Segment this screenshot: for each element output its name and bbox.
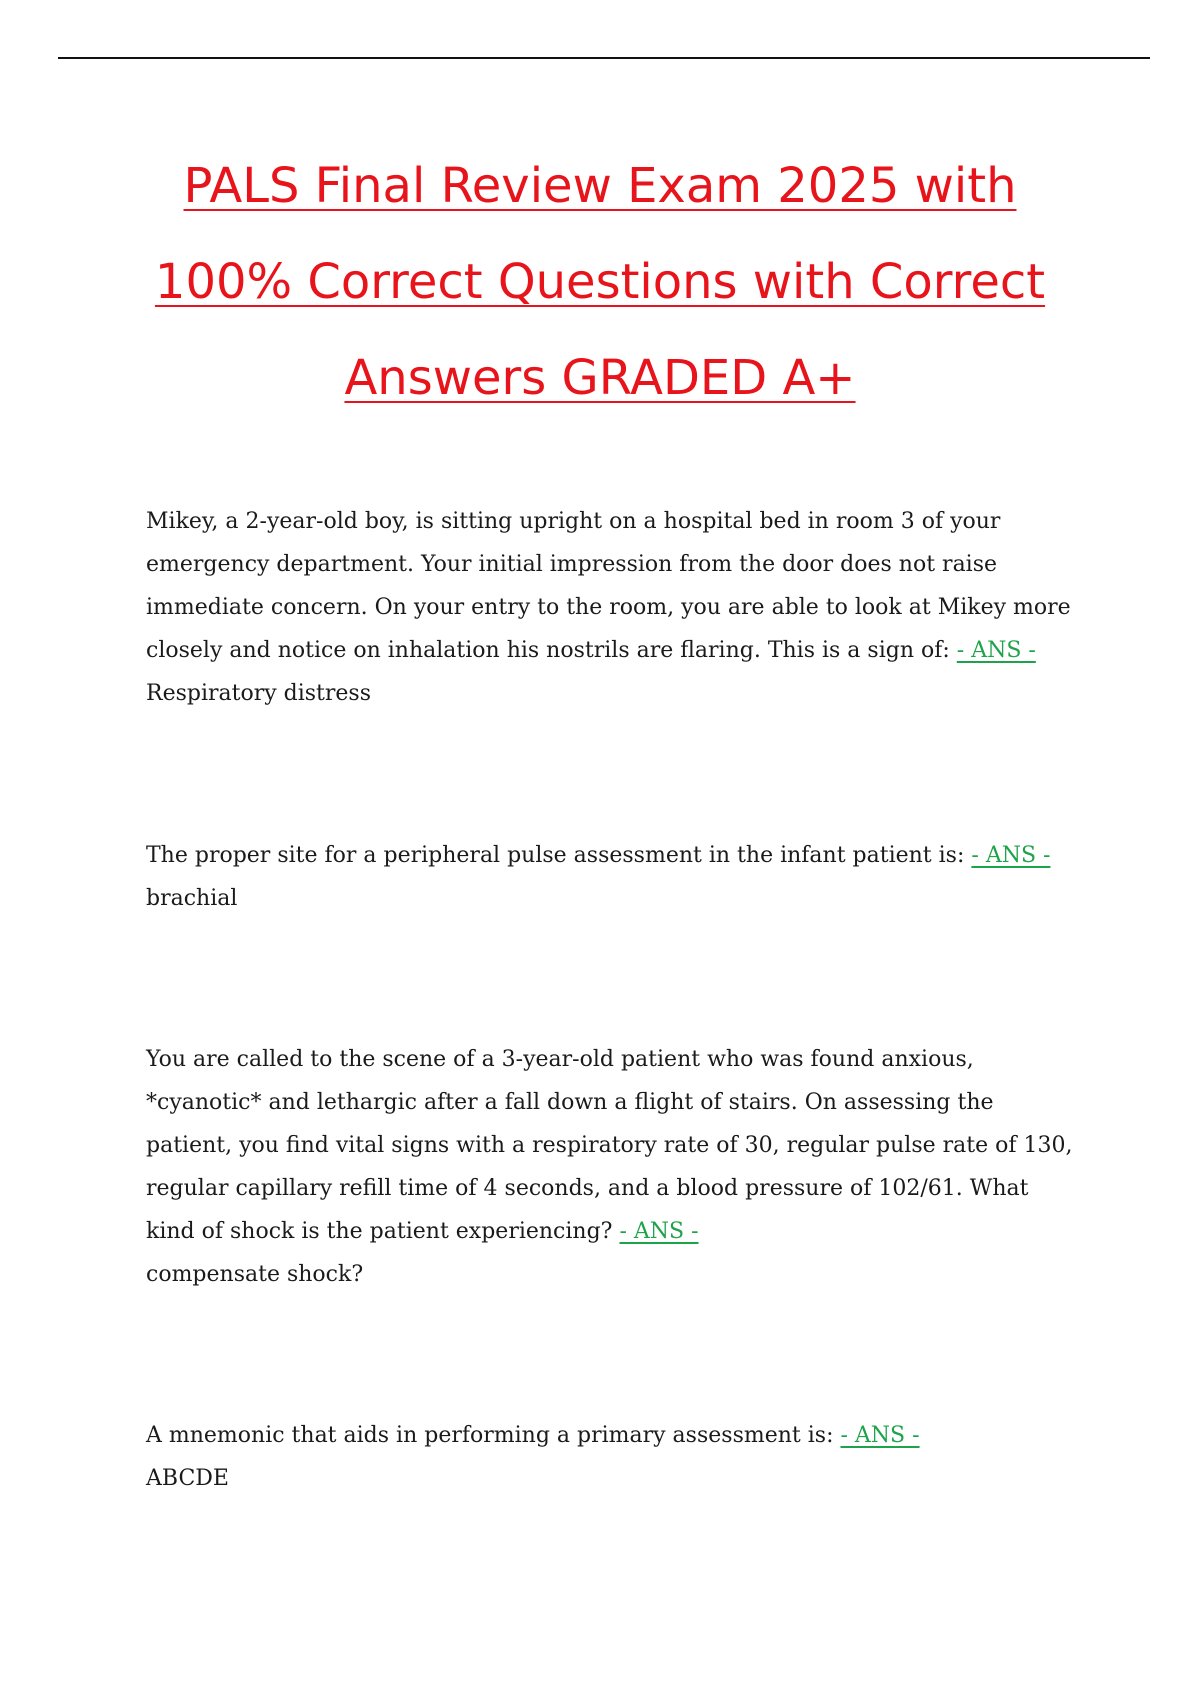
answer-marker: - ANS - — [840, 1423, 920, 1448]
answer-text: ABCDE — [146, 1466, 229, 1491]
header-rule — [58, 57, 1150, 59]
answer-text: Respiratory distress — [146, 681, 372, 706]
question-text: The proper site for a peripheral pulse assessment in the infant patient is: - ANS - — [146, 843, 1051, 868]
qa-item-2 — [146, 834, 1076, 920]
answer-text: compensate shock? — [146, 1262, 364, 1287]
qa-item-4 — [146, 1414, 1076, 1500]
document-title — [100, 138, 1100, 426]
answer-marker: - ANS - — [971, 843, 1051, 868]
question-text: You are called to the scene of a 3-year-old patient who was found anxious, *cyanotic* and lethargic after a fall down a flight of stairs. On assessing the patient, you find vital signs with a respiratory rate of 30, regular pulse rate of 130, regular capillary refill time of 4 seconds, and a blood pressure of 102/61. What kind of shock is the patient experiencing? - ANS - — [146, 1047, 1073, 1244]
question-text: A mnemonic that aids in performing a primary assessment is: - ANS - — [146, 1423, 920, 1448]
title-line-3: Answers GRADED A+ — [344, 350, 856, 406]
qa-item-3 — [146, 1038, 1076, 1296]
answer-marker: - ANS - — [956, 638, 1036, 663]
qa-item-1 — [146, 500, 1076, 715]
answer-marker: - ANS - — [619, 1219, 699, 1244]
title-line-2: 100% Correct Questions with Correct — [154, 254, 1046, 310]
answer-text: brachial — [146, 886, 238, 911]
question-text: Mikey, a 2-year-old boy, is sitting upright on a hospital bed in room 3 of your emergency department. Your initial impression from the door does not raise immediate concern. On your entry to the room, you are able to look at Mikey more closely and notice on inhalation his nostrils are flaring. This is a sign of: - ANS - — [146, 509, 1071, 663]
title-line-1: PALS Final Review Exam 2025 with — [183, 158, 1017, 214]
